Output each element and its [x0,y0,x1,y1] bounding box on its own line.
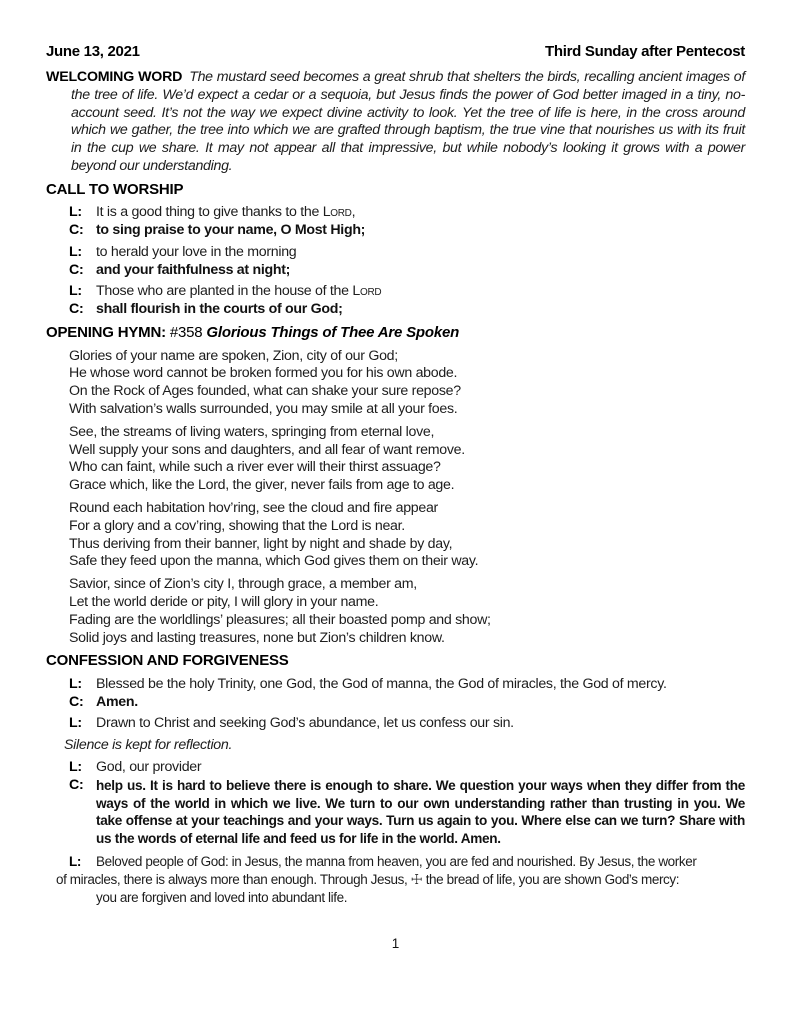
leader-text: Drawn to Christ and seeking God’s abundance, let us confess our sin. [96,715,514,732]
service-date: June 13, 2021 [46,43,140,60]
verse-line: Well supply your sons and daughters, and all fear of want remove. [69,441,465,458]
congregation-label: C: [69,222,84,239]
hymn-number: #358 [169,324,203,342]
congregation-text: to sing praise to your name, O Most High; [96,222,366,239]
absolution-text: Beloved people of God: in Jesus, the manna from heaven, you are fed and nourished. By Jesus, the worker [96,853,697,869]
responsive-pair [46,244,745,280]
verse-line: For a glory and a cov’ring, showing that the Lord is near. [69,517,405,534]
leader-label: L: [69,243,82,260]
leader-label: L: [69,204,82,221]
verse-line: Let the world deride or pity, I will glory in your name. [69,593,379,610]
congregation-label: C: [69,693,84,710]
leader-line [46,283,745,301]
opening-hymn-label: OPENING HYMN: [46,324,166,342]
absolution-line: you are forgiven and loved into abundant life. [96,889,348,905]
confession-heading: CONFESSION AND FORGIVENESS [46,652,289,670]
leader-line [46,715,745,733]
leader-line [46,676,745,694]
responsive-pair [46,204,745,240]
welcoming-word [46,69,745,176]
hymn-verse-2 [69,424,745,495]
absolution-line [46,853,745,871]
leader-label: L: [69,759,82,775]
responsive-pair [46,759,745,848]
congregation-text: and your faithfulness at night; [96,261,291,278]
leader-text: God, our provider [96,759,202,775]
congregation-text: shall flourish in the courts of our God; [96,301,343,318]
welcoming-word-label: WELCOMING WORD [46,69,183,85]
call-to-worship-heading: CALL TO WORSHIP [46,180,184,198]
congregation-label: C: [69,261,84,278]
leader-text: Those who are planted in the house of the Lord [96,283,382,300]
hymn-verse-4 [69,576,745,647]
hymn-verse-1 [69,348,745,419]
congregation-label: C: [69,776,84,793]
leader-label: L: [69,853,81,869]
leader-line [46,244,745,262]
lord-smallcaps: Lord [352,283,382,300]
absolution [46,853,745,906]
lord-smallcaps: Lord [322,204,352,221]
page-header [46,42,745,61]
leader-label: L: [69,675,82,692]
congregation-line [46,222,745,240]
opening-hymn-heading [46,324,745,343]
verse-line: He whose word cannot be broken formed you for his own abode. [69,365,458,382]
leader-text: Blessed be the holy Trinity, one God, the God of manna, the God of miracles, the God of mercy. [96,675,667,692]
leader-label: L: [69,715,82,732]
hymn-title: Glorious Things of Thee Are Spoken [206,324,460,342]
congregation-line [46,301,745,319]
verse-line: Who can faint, while such a river ever will their thirst assuage? [69,459,441,476]
leader-label: L: [69,283,82,300]
verse-line: On the Rock of Ages founded, what can shake your sure repose? [69,383,461,400]
absolution-line: of miracles, there is always more than enough. Through Jesus, ☩ the bread of life, you are shown God’s mercy: [56,871,680,887]
verse-line: Round each habitation hov’ring, see the cloud and fire appear [69,499,438,516]
congregation-text: help us. It is hard to believe there is enough to share. We question your ways when they differ from the ways of the world in which we live. We turn to our own understanding rather than trusting in you. We take offense at your teachings and your ways. Turn us again to you. Where else can we turn? Share with us the words of eternal life and feed us for life in the world. Amen. [96,777,745,847]
verse-line: Glories of your name are spoken, Zion, city of our God; [69,347,398,364]
congregation-text: Amen. [96,693,138,710]
leader-text: It is a good thing to give thanks to the Lord, [96,204,356,221]
verse-line: With salvation’s walls surrounded, you may smile at all your foes. [69,400,458,417]
leader-text: to herald your love in the morning [96,243,297,260]
page-number: 1 [391,936,400,951]
liturgical-day: Third Sunday after Pentecost [545,43,745,60]
verse-line: Thus deriving from their banner, light by night and shade by day, [69,535,453,552]
congregation-label: C: [69,301,84,318]
silence-rubric: Silence is kept for reflection. [64,737,233,754]
responsive-pair [46,283,745,319]
verse-line: Safe they feed upon the manna, which God gives them on their way. [69,553,479,570]
verse-line: Savior, since of Zion’s city I, through grace, a member am, [69,576,417,593]
verse-line: See, the streams of living waters, springing from eternal love, [69,423,435,440]
responsive-pair [46,676,745,712]
congregation-line [46,777,745,848]
welcoming-word-text: The mustard seed becomes a great shrub that shelters the birds, recalling ancient images of the tree of life. We’d expect a cedar or a sequoia, but Jesus finds the power of God better imaged in a tiny, no-account seed. It’s not the way we expect divine activity to look. Yet the tree of life is here, in the cross around which we gather, the tree into which we are grafted through baptism, the true vine that nourishes us with its fruit in the cup we share. It may not appear all that impressive, but while nobody’s looking it grows with a power beyond our understanding. [71,69,746,174]
congregation-line [46,694,745,712]
leader-line [46,204,745,222]
verse-line: Solid joys and lasting treasures, none but Zion’s children know. [69,629,445,646]
leader-line [46,759,745,777]
hymn-verse-3 [69,500,745,571]
verse-line: Grace which, like the Lord, the giver, never fails from age to age. [69,477,455,494]
verse-line: Fading are the worldlings’ pleasures; all their boasted pomp and show; [69,611,491,628]
congregation-line [46,262,745,280]
